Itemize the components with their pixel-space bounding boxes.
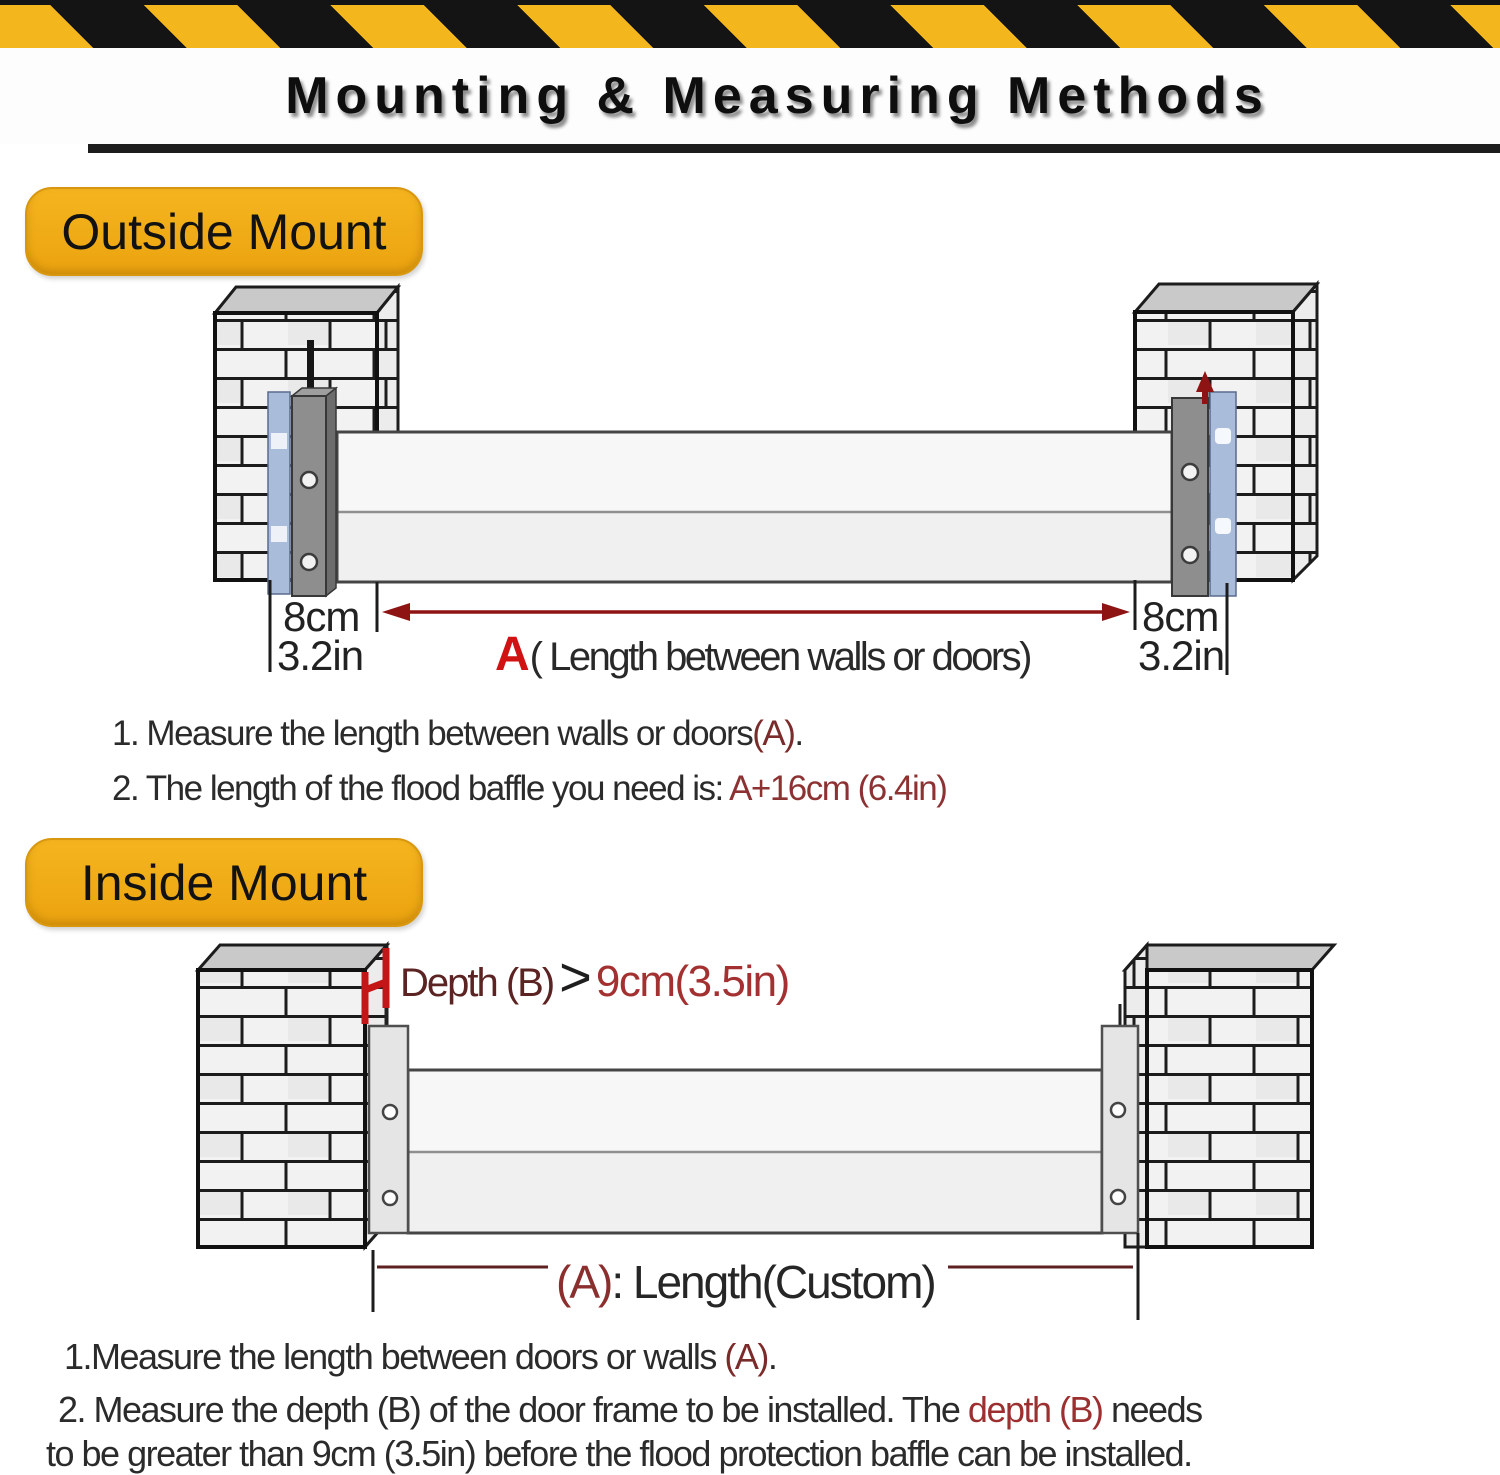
screw-hole-icon [1182,464,1198,480]
outside-mount-diagram [0,280,1500,710]
screw-hole-icon [383,1191,397,1205]
span-a-accent: A [495,628,530,681]
inside-right-bracket [1102,1004,1138,1233]
right-seal-strip [1210,392,1236,596]
left-offset-in-label: 3.2in [277,632,364,679]
inside-left-pillar [198,945,387,1247]
custom-length-label: (A): Length(Custom) [556,1256,935,1308]
depth-requirement-label [400,945,789,1008]
depth-b-label: Depth (B) [400,961,554,1005]
greater-than-symbol: > [559,945,592,1008]
screw-hole-icon [301,554,317,570]
inside-step-2-line-2: to be greater than 9cm (3.5in) before the flood protection baffle can be installed. [46,1433,1192,1474]
right-offset-in-label: 3.2in [1138,632,1225,679]
left-offset-cm-label: 8cm [283,593,360,640]
title-underline [88,144,1500,153]
right-offset-cm-label: 8cm [1142,593,1219,640]
inside-step-1: 1.Measure the length between doors or walls (A). [64,1336,777,1377]
inside-mount-badge [25,838,423,927]
flood-barrier-panel [337,432,1172,582]
outside-step-1: 1. Measure the length between walls or doors(A). [112,714,803,753]
caution-tape-stripes-icon [0,0,1500,48]
inside-mount-diagram [0,930,1500,1330]
outside-step-2: 2. The length of the flood baffle you need is: A+16cm (6.4in) [112,769,947,808]
inside-left-bracket [369,1008,408,1233]
screw-hole-icon [383,1105,397,1119]
page-title: Mounting & Measuring Methods [285,67,1270,125]
outside-right-bracket [1172,371,1236,596]
screw-hole-icon [1182,547,1198,563]
outside-mount-badge [25,187,423,276]
left-seal-strip [268,392,290,594]
title-band [0,48,1500,144]
inside-step-2-line-1: 2. Measure the depth (B) of the door frame to be installed. The depth (B) needs [58,1389,1202,1430]
outside-mount-badge-label: Outside Mount [61,203,387,260]
length-a-accent: (A) [556,1256,612,1308]
flood-barrier-panel [408,1070,1102,1233]
screw-hole-icon [1111,1103,1125,1117]
span-length-label: A( Length between walls or doors) [495,628,1030,681]
dimension-arrow-icon [382,603,1130,621]
inside-mount-badge-label: Inside Mount [80,854,368,911]
screw-hole-icon [1111,1190,1125,1204]
depth-value: 9cm(3.5in) [595,957,789,1006]
screw-hole-icon [301,472,317,488]
inside-right-pillar [1125,945,1334,1247]
